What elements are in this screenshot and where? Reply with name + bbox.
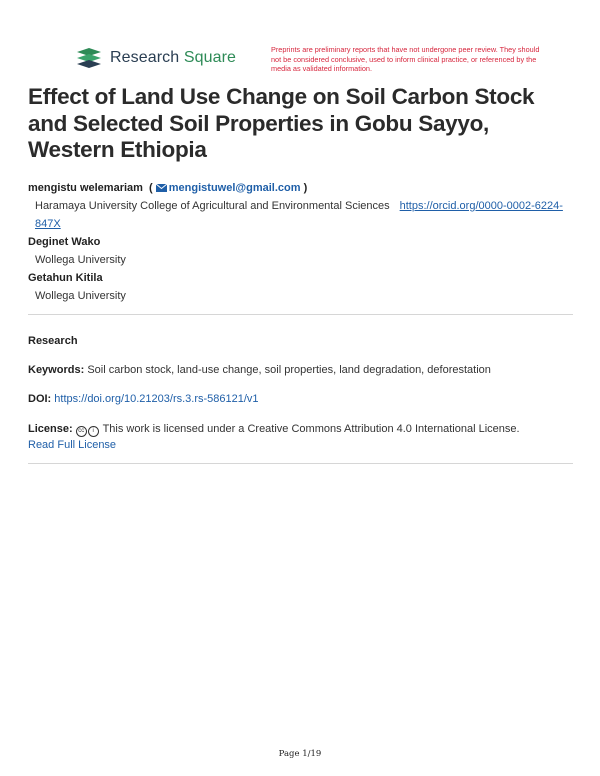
keywords [28, 362, 573, 378]
keywords-label: Keywords: [28, 364, 85, 376]
author-list [28, 179, 576, 305]
orcid-link[interactable]: https://orcid.org/0000-0002-6224-847X [35, 200, 563, 230]
license-text: This work is licensed under a Creative Commons Attribution 4.0 International License. [102, 423, 520, 435]
author-3-name: Getahun Kitila [28, 272, 103, 284]
author-2-affiliation: Wollega University [35, 254, 126, 266]
email-link[interactable]: mengistuwel@gmail.com [168, 182, 301, 194]
divider [28, 314, 573, 315]
divider [28, 463, 573, 464]
author-affiliation: Haramaya University College of Agricultural and Environmental Sciences https://orcid.org/0000-0002-6224-847X [35, 200, 563, 230]
author-2-name: Deginet Wako [28, 236, 101, 248]
logo-wordmark: Research Square [110, 49, 237, 66]
read-full-license-link[interactable]: Read Full License [28, 439, 117, 451]
license [28, 421, 573, 453]
research-square-logo-icon [75, 46, 103, 70]
license-label: License: [28, 423, 73, 435]
page-number: Page 1/19 [278, 749, 322, 759]
paper-title: Effect of Land Use Change on Soil Carbon Stock and Selected Soil Properties in Gobu Sayyo, Western Ethiopia [28, 84, 535, 162]
doi-label: DOI: [28, 393, 52, 405]
author-3-affiliation: Wollega University [35, 290, 126, 302]
research-square-logo[interactable] [75, 46, 236, 70]
by-icon: i [88, 426, 99, 437]
envelope-icon [156, 184, 167, 192]
doi-link[interactable]: https://doi.org/10.21203/rs.3.rs-586121/v1 [54, 393, 259, 405]
author-1 [28, 179, 576, 197]
doi [28, 391, 573, 407]
cc-icon: cc [76, 426, 87, 437]
author-email: ( mengistuwel@gmail.com ) [146, 182, 308, 194]
article-type: Research [28, 335, 78, 347]
keywords-value: Soil carbon stock, land-use change, soil properties, land degradation, deforestation [87, 364, 491, 376]
preprint-disclaimer: Preprints are preliminary reports that have not undergone peer review. They should not be considered conclusive, used to inform clinical practice, or referenced by the media as validated information. [271, 45, 540, 73]
author-name: mengistu welemariam [28, 182, 143, 194]
